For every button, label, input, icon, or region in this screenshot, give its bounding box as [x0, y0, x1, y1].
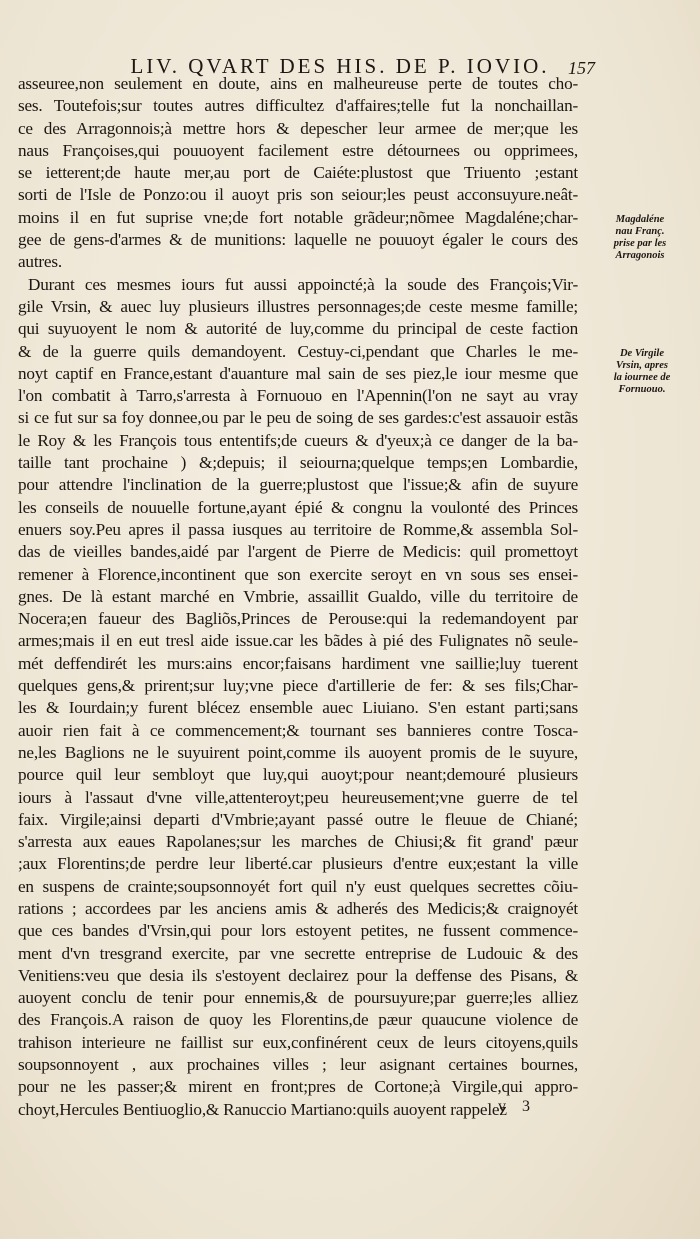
marginal-note-line: Arragonois	[615, 250, 665, 261]
marginal-note-line: Magdaléne	[615, 214, 665, 225]
text-line: ne,les Baglions ne le suyuirent point,comme ils auoyent promis de le suyure,	[18, 742, 578, 762]
text-line: ment d'vn tresgrand exercite, par vne secrette entreprise de Ludouic & des	[18, 943, 578, 963]
text-line: les conseils de nouuelle fortune,ayant épié & congnu la voulonté des Princes	[18, 497, 578, 517]
marginal-note-line: Vrsin, apres	[616, 360, 668, 371]
text-line: & de la guerre quils demandoyent. Cestuy-ci,pendant que Charles le me-	[18, 341, 578, 361]
text-line: naus Françoises,qui pouuoyent facilement estre détournees ou opprimees,	[18, 140, 578, 160]
text-line: sorti de l'Isle de Ponzo:ou il auoyt pris son seiour;les peust acconsuyure.neât-	[18, 185, 578, 205]
marginal-note-magdalene	[594, 214, 686, 262]
text-line: choyt,Hercules Bentiuoglio,& Ranuccio Martiano:quils auoyent rappelez	[18, 1099, 507, 1119]
text-line: pour attendre l'inclination de la guerre;plustost que l'issue;& afin de suyure	[18, 475, 578, 495]
text-line: armes;mais il en eut tresl aide issue.car les bãdes à pié des Fulignates nõ seule-	[18, 631, 578, 651]
text-line: en suspens de crainte;soupsonnoyét fort quil n'y eust quelques secrettes cõiu-	[18, 876, 578, 896]
text-line: ses. Toutefois;sur toutes autres difficultez d'affaires;telle fut la nonchaillan-	[18, 96, 578, 116]
marginal-note-line: De Virgile	[619, 348, 665, 359]
text-line: remener à Florence,incontinent que son exercite seroyt en vn sous ses ensei-	[18, 564, 578, 584]
text-line: mét deffendirét les murs:ains encor;faisans hardiment vne saillie;luy tuerent	[18, 653, 578, 673]
text-line: Durant ces mesmes iours fut aussi appoincté;à la soude des François;Vir-	[28, 274, 578, 294]
text-line: les & Iourdain;y furent blécez ensemble auec Liuiano. S'en estant parti;sans	[18, 698, 578, 718]
signature-mark: v 3	[498, 1098, 536, 1115]
text-line: pour ne les passer;& mirent en front;pres de Cortone;à Virgile,qui appro-	[18, 1077, 578, 1097]
marginal-note-line: la iournee de	[613, 372, 671, 383]
text-line: noyt captif en France,estant d'auanture mal sain de ses piez,le iour mesme que	[18, 363, 578, 383]
text-line: asseuree,non seulement en doute, ains en malheureuse perte de toutes cho-	[18, 74, 578, 93]
body-text	[18, 73, 578, 1121]
text-line: autres.	[18, 252, 62, 272]
text-line: si ce fut sur sa foy donnee,ou par le peu de soing de ses gardes:c'est assauoir estãs	[18, 408, 578, 428]
text-line: Nocera;en faueur des Bagliõs,Princes de Perouse:qui la redemandoyent par	[18, 609, 578, 629]
text-line: gile Vrsin, & auec luy plusieurs illustres personnages;de ceste mesme famille;	[18, 296, 578, 316]
text-line: rations ; accordees par les anciens amis & adherés des Medicis;& craignoyét	[18, 898, 578, 918]
text-line: faix. Virgile;ainsi departi d'Vmbrie;ayant passé outre le fleuue de Chiané;	[18, 809, 578, 829]
text-line: auoir rien fait à ce commencement;& tournant ses bannieres contre Tosca-	[18, 720, 578, 740]
marginal-note-virgile	[596, 348, 688, 396]
text-line: moins il en fut suprise vne;de fort notable grãdeur;nõmee Magdaléne;char-	[18, 207, 578, 227]
text-line: pource quil leur sembloyt que luy,qui auoyt;pour neant;demouré plusieurs	[18, 765, 578, 785]
marginal-note-line: Fornuouo.	[618, 384, 666, 395]
text-line: gee de gens-d'armes & de munitions: laquelle ne pouuoyt égaler le cours des	[18, 230, 578, 250]
text-line: ;aux Florentins;de perdre leur liberté.car plusieurs d'entre eux;estant la ville	[18, 854, 578, 874]
text-line: s'arresta aux eaues Rapolanes;sur les marches de Chiusi;& fit grand' pæur	[18, 832, 578, 852]
text-line: das de vieilles bandes,aidé par l'argent de Pierre de Medicis: quil promettoyt	[18, 542, 578, 562]
text-line: trahison interieure ne faillist sur eux,confinérent ceux de leurs citoyens,quils	[18, 1032, 578, 1052]
text-line: taille tant prochaine ) &;depuis; il seiourna;quelque temps;en Lombardie,	[18, 453, 578, 473]
text-line: qui suyuoyent le nom & autorité de luy,comme du principal de ceste faction	[18, 319, 578, 339]
text-line: que ces bandes d'Vrsin,qui pour lors estoyent petites, ne fussent commence-	[18, 921, 578, 941]
text-line: des François.A raison de quoy les Florentins,de pæur quaucune violence de	[18, 1010, 578, 1030]
marginal-note-line: nau Franç.	[615, 226, 665, 237]
marginal-note-line: prise par les	[613, 238, 667, 249]
text-line: gnes. De là estant marché en Vmbrie, assaillit Gualdo, ville du territoire de	[18, 586, 578, 606]
text-line: enuers soy.Peu apres il passa iusques au territoire de Romme,& assembla Sol-	[18, 519, 578, 539]
text-line: iours à l'assaut d'vne ville,attenteroyt;peu heureusement;vne guerre de tel	[18, 787, 578, 807]
running-head: LIV. QVART DES HIS. DE P. IOVIO.	[130, 54, 550, 78]
text-line: Venitiens:veu que desia ils s'estoyent declairez pour la deffense des Pisans, &	[18, 965, 578, 985]
text-line: le Roy & les François tous ententifs;de cueurs & d'yeux;à ce danger de la ba-	[18, 430, 578, 450]
text-line: se ietterent;de haute mer,au port de Caiéte:plustost que Triuento ;estant	[18, 163, 578, 183]
page-number: 157	[568, 58, 595, 78]
text-line: soupsonnoyent , aux prochaines villes ; leur asignant certaines bournes,	[18, 1055, 578, 1075]
text-line: ce des Arragonnois;à mettre hors & depescher leur armee de mer;que les	[18, 118, 578, 138]
text-line: quelques gens,& prirent;sur luy;vne piece d'artillerie de fer: & ses fils;Char-	[18, 676, 578, 696]
text-line: l'on combatit à Tarro,s'arresta à Fornuouo en l'Apennin(l'on ne sayt au vray	[18, 386, 578, 406]
text-line: auoyent conclu de tenir pour ennemis,& de poursuyure;par guerre;les alliez	[18, 988, 578, 1008]
